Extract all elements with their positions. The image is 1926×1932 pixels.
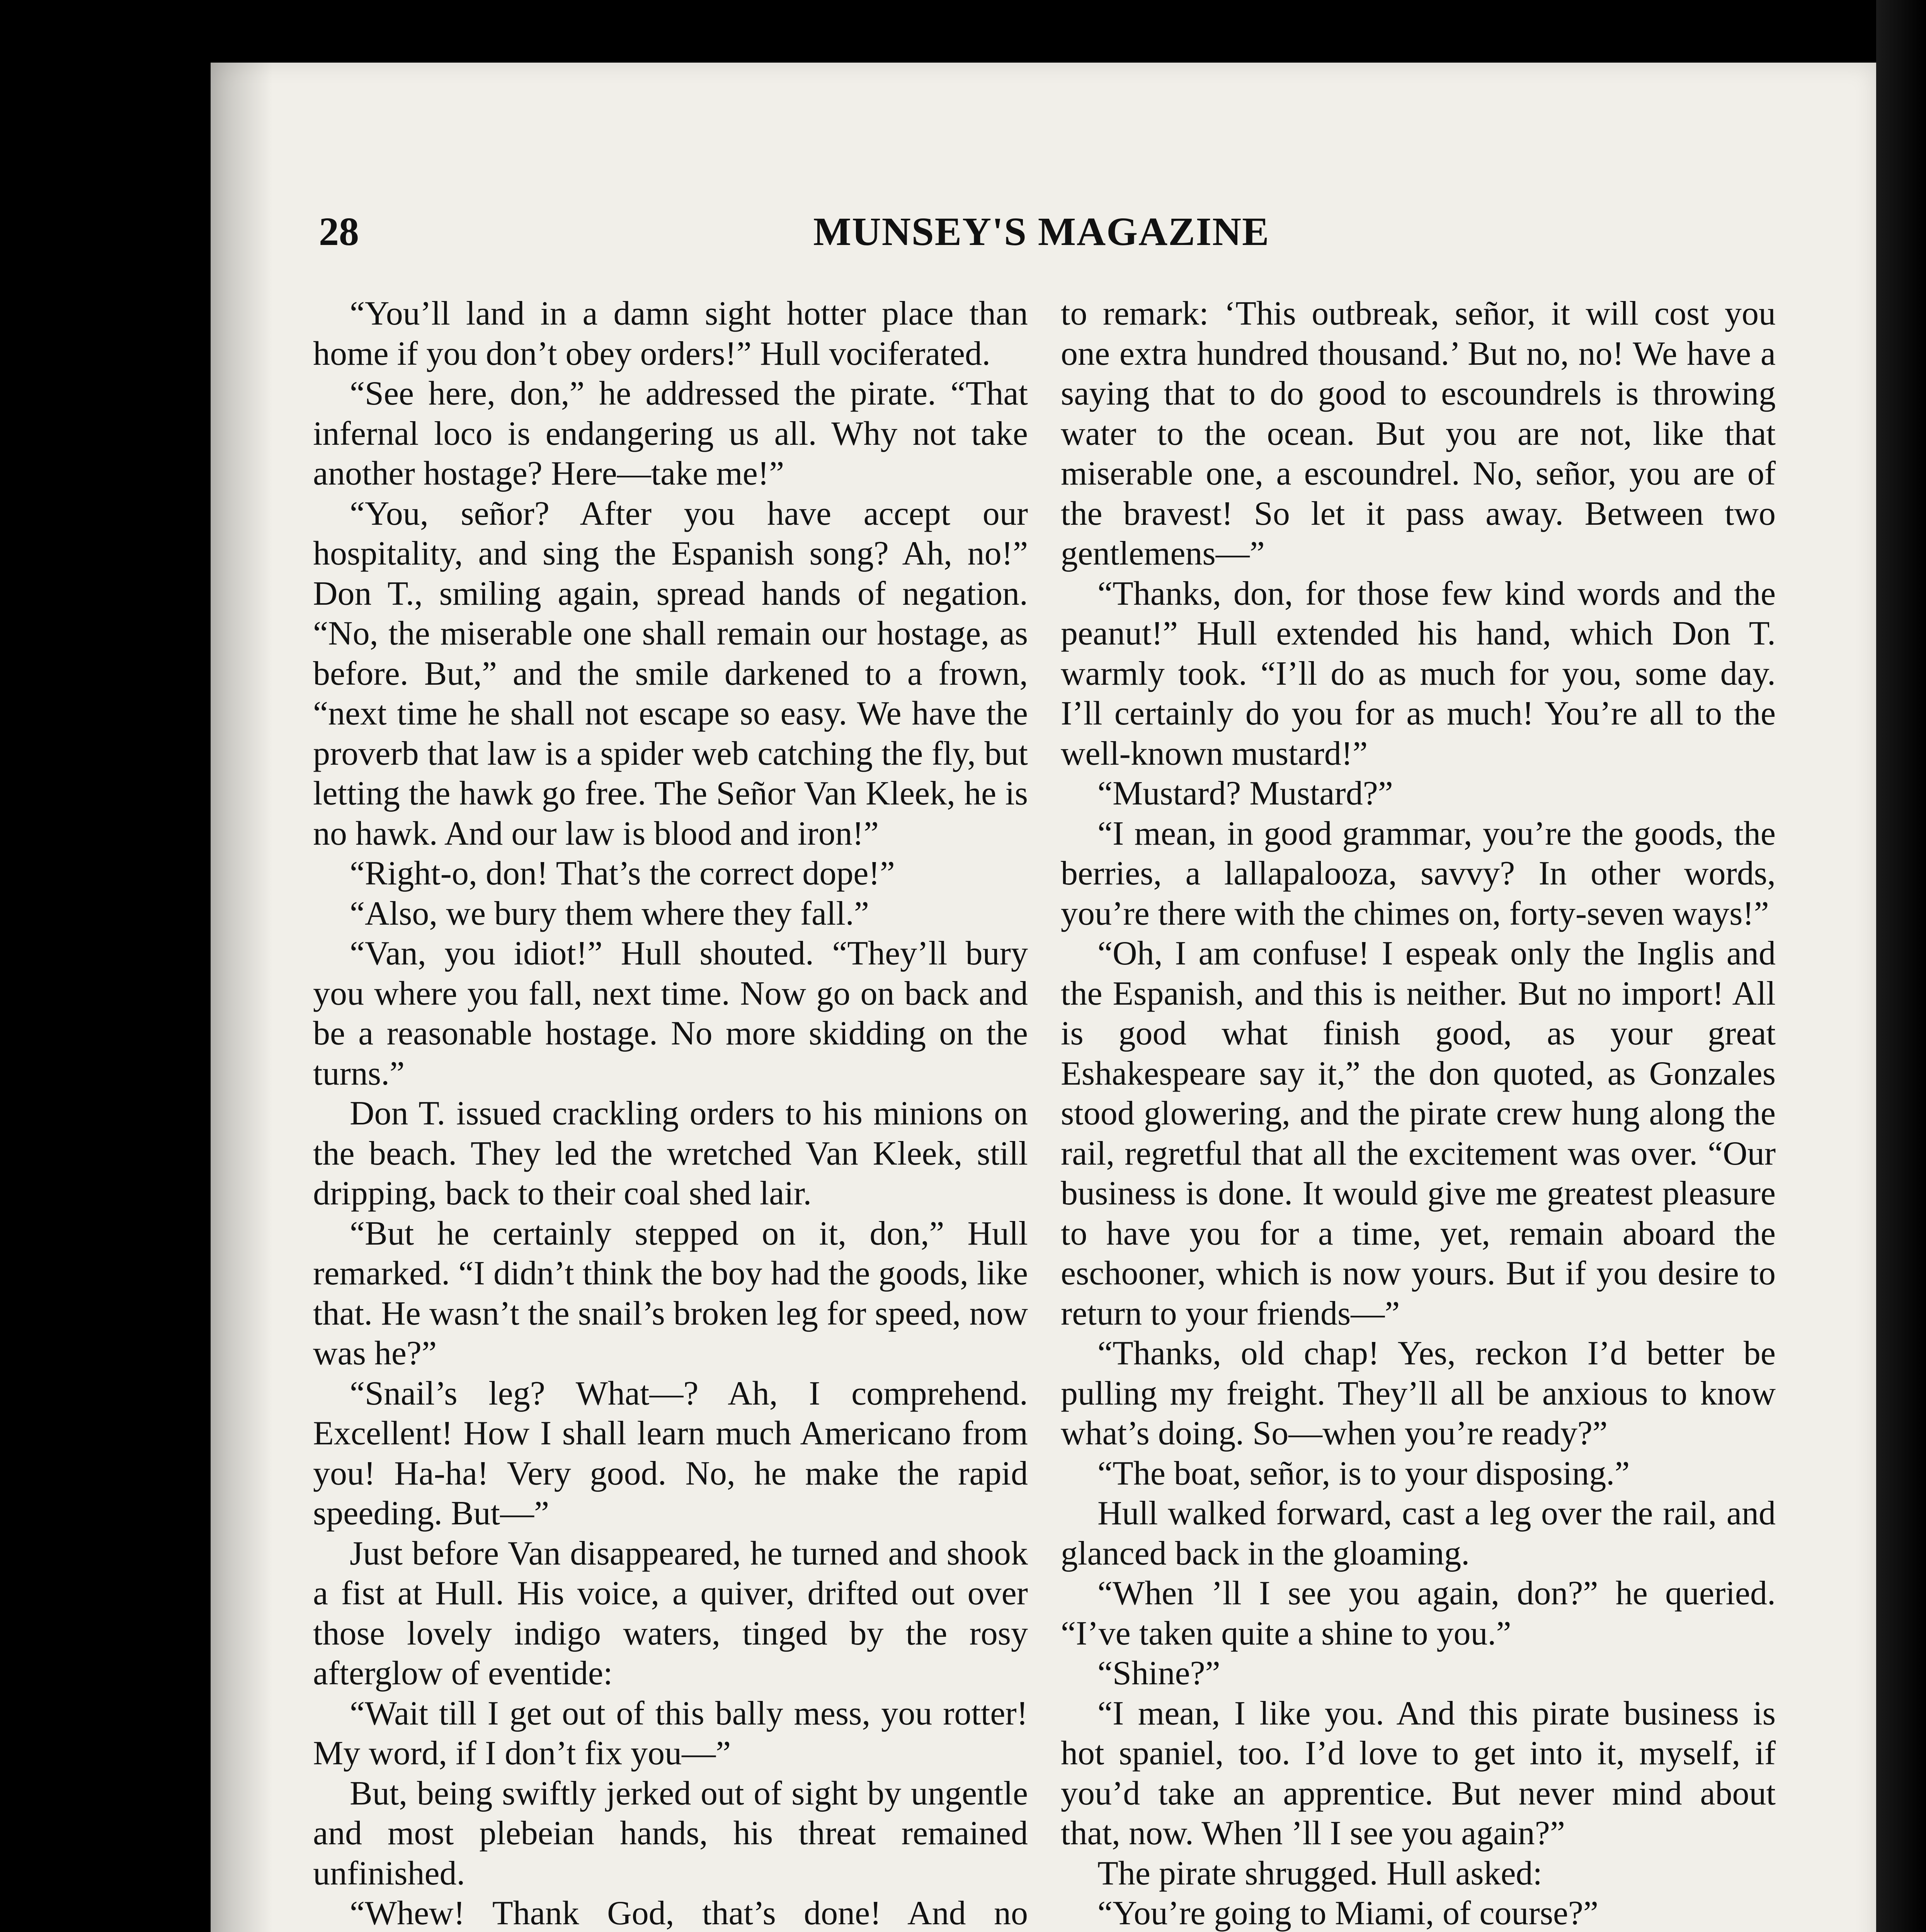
- paragraph: Don T. issued crackling orders to his minions on the beach. They led the wretched Van Kleek, still dripping, back to their coal shed lair.: [313, 1095, 1028, 1212]
- paragraph: “Oh, I am confuse! I espeak only the Inglis and the Espanish, and this is neither. But no import! All is good what finish good, as your great Eshakespeare say it,” the don quoted, as Gonzales stood glowering, and the pirate crew hung along the rail, regretful that all the excitement was over. “Our business is done. It would give me greatest pleasure to have you for a time, yet, remain aboard the eschooner, which is now yours. But if you desire to return to your friends—”: [1061, 935, 1776, 1332]
- paragraph: “You, señor? After you have accept our hospitality, and sing the Espanish song? Ah, no!” Don T., smiling again, spread hands of negation. “No, the miserable one shall remain our hostage, as before. But,” and the smile darkened to a frown, “next time he shall not escape so easy. We have the proverb that law is a spider web catching the fly, but letting the hawk go free. The Señor Van Kleek, he is no hawk. And our law is blood and iron!”: [313, 495, 1028, 852]
- paragraph: “I mean, I like you. And this pirate business is hot spaniel, too. I’d love to get into it, myself, if you’d take an apprentice. But never mind about that, now. When ’ll I see you again?”: [1061, 1694, 1776, 1852]
- paragraph: “Shine?”: [1097, 1655, 1220, 1692]
- paragraph: “You’re going to Miami, of course?”: [1097, 1895, 1599, 1932]
- paragraph: “When ’ll I see you again, don?” he queried. “I’ve taken quite a shine to you.”: [1061, 1575, 1776, 1652]
- paragraph: “Right-o, don! That’s the correct dope!”: [350, 855, 895, 892]
- paragraph-continuation: to remark: ‘This outbreak, señor, it will cost you one extra hundred thousand.’ But no, no! We have a saying that to do good to escoundrels is throwing water to the ocean. But you are not, like that miserable one, a escoundrel. No, señor, you are of the bravest! So let it pass away. Between two gentlemens—”: [1061, 295, 1776, 572]
- paragraph: “Also, we bury them where they fall.”: [350, 895, 869, 932]
- text-column-right: [1061, 294, 1776, 1932]
- paragraph: “Van, you idiot!” Hull shouted. “They’ll bury you where you fall, next time. Now go on back and be a reasonable hostage. No more skidding on the turns.”: [313, 935, 1028, 1092]
- paragraph: “Snail’s leg? What—? Ah, I comprehend. Excellent! How I shall learn much Americano from you! Ha-ha! Very good. No, he make the rapid speeding. But—”: [313, 1374, 1028, 1532]
- paragraph: Hull walked forward, cast a leg over the rail, and glanced back in the gloaming.: [1061, 1495, 1776, 1572]
- paragraph: “See here, don,” he addressed the pirate. “That infernal loco is endangering us all. Why not take another hostage? Here—take me!”: [313, 375, 1028, 492]
- magazine-title: MUNSEY'S MAGAZINE: [813, 209, 1270, 254]
- running-head: [319, 209, 1764, 267]
- adjacent-page-edge: [1876, 0, 1926, 1932]
- paragraph: “The boat, señor, is to your disposing.”: [1097, 1454, 1630, 1492]
- paragraph: “Thanks, old chap! Yes, reckon I’d better be pulling my freight. They’ll all be anxious to know what’s doing. So—when you’re ready?”: [1061, 1335, 1776, 1452]
- paragraph: “I mean, in good grammar, you’re the goods, the berries, a lallapalooza, savvy? In other words, you’re there with the chimes on, forty-seven ways!”: [1061, 815, 1776, 932]
- paragraph: The pirate shrugged. Hull asked:: [1097, 1854, 1543, 1892]
- paragraph: “Wait till I get out of this bally mess, you rotter! My word, if I don’t fix you—”: [313, 1694, 1028, 1772]
- paragraph: “Thanks, don, for those few kind words and the peanut!” Hull extended his hand, which Don T. warmly took. “I’ll do as much for you, some day. I’ll certainly do you for as much! You’re all to the well-known mustard!”: [1061, 575, 1776, 772]
- binding-shadow: [211, 63, 272, 1932]
- paragraph: “You’ll land in a damn sight hotter place than home if you don’t obey orders!” Hull vociferated.: [313, 295, 1028, 372]
- paragraph: “Mustard? Mustard?”: [1097, 775, 1393, 812]
- text-column-left: [313, 294, 1028, 1932]
- paragraph: But, being swiftly jerked out of sight by ungentle and most plebeian hands, his threat remained unfinished.: [313, 1774, 1028, 1892]
- paragraph: “But he certainly stepped on it, don,” Hull remarked. “I didn’t think the boy had the goods, like that. He wasn’t the snail’s broken leg for speed, now was he?”: [313, 1214, 1028, 1372]
- paragraph: Just before Van disappeared, he turned and shook a fist at Hull. His voice, a quiver, drifted out over those lovely indigo waters, tinged by the rosy afterglow of eventide:: [313, 1534, 1028, 1692]
- page-number: 28: [319, 209, 359, 254]
- paragraph: “Whew! Thank God, that’s done! And no: [350, 1895, 1028, 1932]
